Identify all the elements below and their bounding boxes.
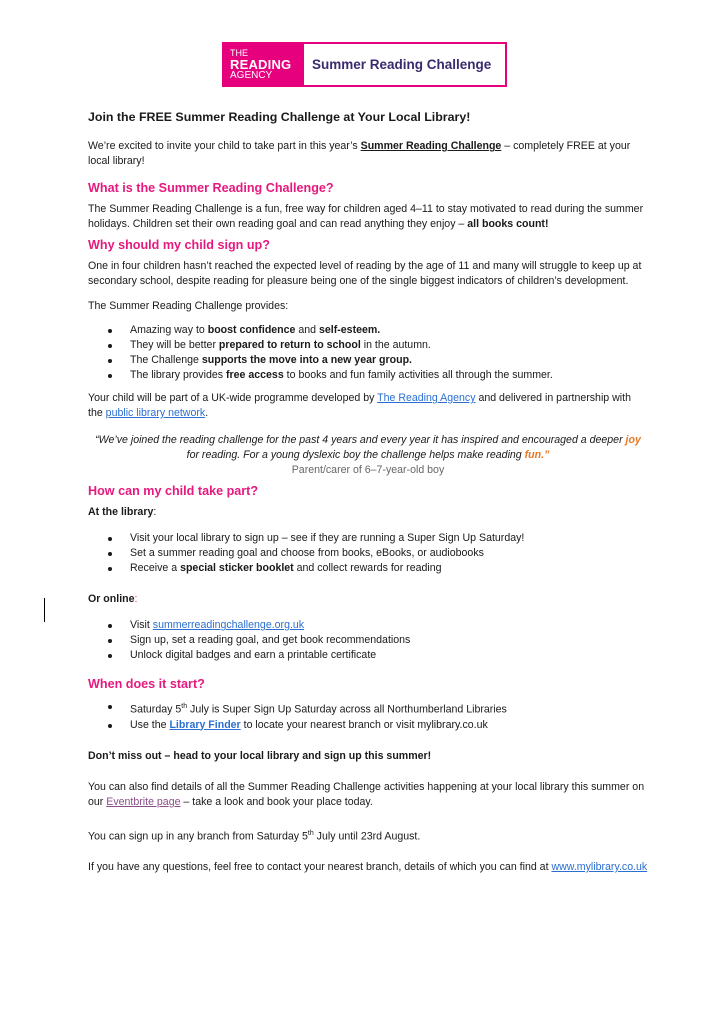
list-item (88, 546, 648, 561)
online-list (88, 618, 648, 663)
bullet-bold: free access (225, 369, 284, 381)
superscript: th (307, 829, 314, 837)
intro-text-b: – completely FREE at your local library! (88, 140, 631, 167)
library-list (88, 531, 648, 576)
logo-line-1: THE (230, 47, 248, 58)
list-item (88, 323, 648, 338)
page-title: Join the FREE Summer Reading Challenge at Your Local Library! (88, 110, 471, 124)
bullet-text: July is Super Sign Up Saturday across all Northumberland Libraries (187, 703, 507, 716)
bullet-bold: self-esteem. (319, 324, 381, 336)
uk-paragraph (88, 391, 648, 421)
quote-joy: joy (625, 434, 641, 446)
library-finder-link[interactable]: Library Finder (169, 718, 241, 731)
uk-text: . (205, 407, 209, 419)
list-item (88, 531, 648, 546)
bullet-bold: supports the move into a new year group. (201, 354, 413, 366)
library-label: At the library (88, 506, 154, 518)
heading-what: What is the Summer Reading Challenge? (88, 181, 334, 195)
events-paragraph (88, 780, 648, 810)
bullet-bold: boost confidence (207, 324, 296, 336)
quote-close: ” (544, 449, 550, 461)
bullet-text: and (295, 324, 319, 336)
logo-line-2: READING (230, 56, 292, 72)
superscript: th (181, 703, 188, 710)
online-edit-mark: : (134, 593, 138, 605)
uk-text: Your child will be part of a UK-wide programme developed by (88, 392, 378, 404)
heading-how: How can my child take part? (88, 484, 259, 498)
signup-paragraph (88, 826, 648, 845)
bullet-text: Saturday 5 (130, 703, 182, 716)
text-cursor (44, 598, 45, 622)
bullet-text: in the autumn. (360, 339, 431, 351)
list-item (88, 633, 648, 648)
why-paragraph: One in four children hasn’t reached the expected level of reading by the age of 11 and many will struggle to keep up at secondary school, despite reading for pleasure being one of the single biggest indicators of children’s development. (88, 260, 642, 287)
list-item (88, 699, 648, 718)
bullet-text: Visit your local library to sign up – see if they are running a Super Sign Up Saturday! (130, 532, 525, 544)
mylibrary-link[interactable]: www.mylibrary.co.uk (551, 861, 648, 874)
intro-text-a: We’re excited to invite your child to take part in this year’s (88, 140, 361, 152)
src-website-link[interactable]: summerreadingchallenge.org.uk (152, 619, 305, 631)
quote-text: “We’ve joined the reading challenge for the past 4 years and every year it has inspired and encouraged a deeper (95, 434, 626, 446)
intro-bold: Summer Reading Challenge (360, 140, 502, 152)
logo-left-block (224, 44, 304, 85)
list-item (88, 648, 648, 663)
eventbrite-link[interactable]: Eventbrite page (106, 795, 181, 808)
list-item (88, 561, 648, 576)
uk-text: and delivered in partnership with the (88, 392, 631, 419)
events-text: – take a look and book your place today. (180, 795, 373, 808)
heading-when: When does it start? (88, 677, 205, 691)
parent-quote (88, 433, 648, 463)
bullet-bold: prepared to return to school (218, 339, 361, 351)
when-list (88, 699, 648, 733)
online-label-line (88, 592, 648, 607)
intro-paragraph (88, 139, 648, 169)
bullet-text: Visit (130, 619, 153, 631)
bullet-text: to locate your nearest branch or visit mylibrary.co.uk (240, 718, 488, 731)
bullet-text: Unlock digital badges and earn a printable certificate (130, 649, 377, 661)
quote-attribution: Parent/carer of 6–7-year-old boy (291, 464, 445, 476)
heading-why: Why should my child sign up? (88, 238, 270, 252)
contact-text: If you have any questions, feel free to contact your nearest branch, details of which you can find at (88, 861, 552, 874)
quote-text: for reading. For a young dyslexic boy the challenge helps make reading (186, 449, 525, 461)
what-bold: all books count! (467, 218, 549, 230)
list-item (88, 618, 648, 633)
list-item (88, 368, 648, 383)
what-text: The Summer Reading Challenge is a fun, free way for children aged 4–11 to stay motivated to read during the summer holidays. Children set their own reading goal and can read anything they enjoy – (88, 203, 644, 230)
logo-line-3: AGENCY (230, 69, 273, 81)
provides-paragraph: The Summer Reading Challenge provides: (88, 300, 289, 312)
list-item (88, 353, 648, 368)
quote-fun: fun. (524, 449, 545, 461)
bullet-text: Set a summer reading goal and choose from books, eBooks, or audiobooks (130, 547, 484, 559)
bullet-text: Receive a (130, 562, 181, 574)
bullet-text: They will be better (130, 339, 219, 351)
bullet-text: Sign up, set a reading goal, and get book recommendations (130, 634, 411, 646)
bullet-text: The library provides (130, 369, 226, 381)
bullet-text: Amazing way to (130, 324, 208, 336)
library-network-link[interactable]: public library network (105, 407, 206, 419)
benefits-list (88, 323, 648, 383)
logo-title: Summer Reading Challenge (312, 57, 492, 72)
bullet-bold: special sticker booklet (180, 562, 294, 574)
document-body (88, 104, 648, 875)
events-text: You can also find details of all the Summer Reading Challenge activities happening at your local library this summer on our (88, 780, 645, 808)
reading-agency-logo (222, 42, 507, 87)
list-item (88, 718, 648, 733)
what-paragraph (88, 202, 648, 232)
library-colon: : (153, 506, 157, 518)
bullet-text: and collect rewards for reading (293, 562, 442, 574)
contact-paragraph (88, 860, 648, 875)
bullet-text: to books and fun family activities all through the summer. (283, 369, 553, 381)
bullet-text: The Challenge (130, 354, 202, 366)
library-label-line (88, 505, 648, 520)
signup-text: You can sign up in any branch from Saturday 5 (88, 830, 308, 843)
bullet-text: Use the (130, 718, 170, 731)
list-item (88, 338, 648, 353)
cta-line: Don’t miss out – head to your local library and sign up this summer! (88, 749, 432, 762)
reading-agency-link[interactable]: The Reading Agency (377, 392, 476, 404)
online-label: Or online (88, 593, 135, 605)
signup-text: July until 23rd August. (313, 830, 421, 843)
